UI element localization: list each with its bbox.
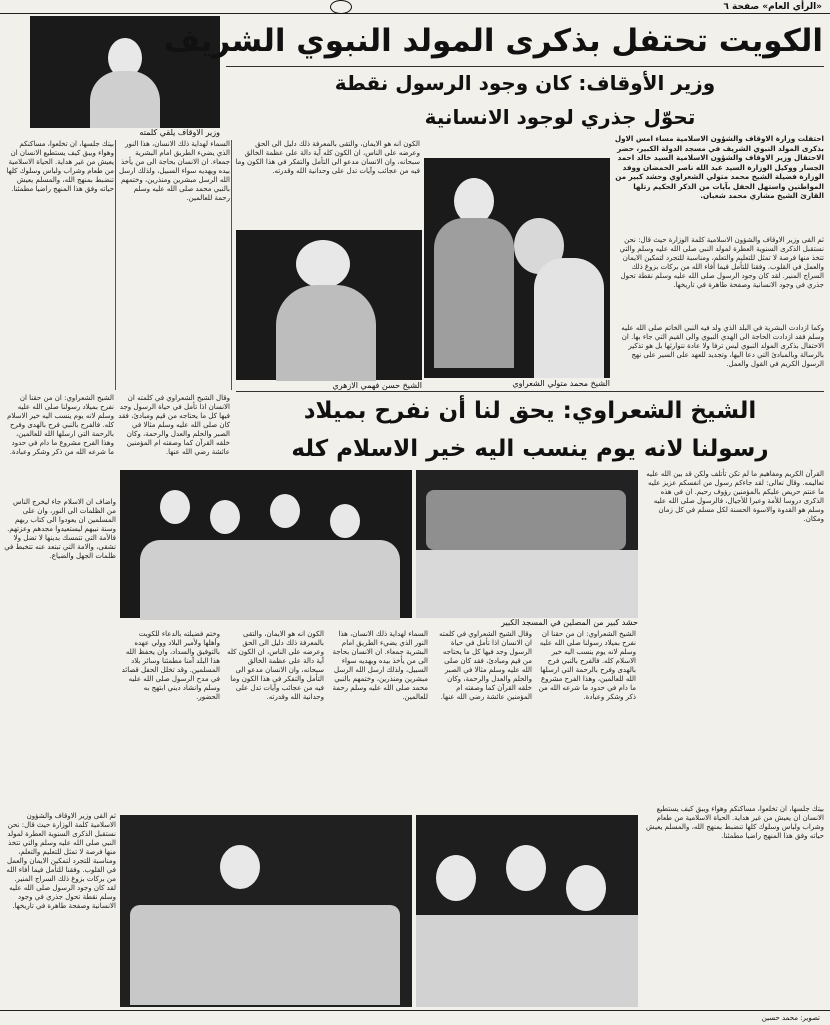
article-column-14 <box>536 630 636 810</box>
shaarawi-photo <box>424 158 610 378</box>
column-text: وقال الشيخ الشعراوي في كلمته ان الانسان اذا تأمل في حياة الرسول وجد فيها كل ما يحتاجه من قيم ومبادئ، فقد كان صلى الله عليه وسلم مثالا في الصبر والحلم والعدل والرحمة، وكان خلقه القرآن كما وصفته ام المؤمنين عائشة رضي الله عنها. <box>118 394 230 456</box>
crowd-photo-left <box>120 815 412 1007</box>
shaarawi-caption: الشيخ محمد متولي الشعراوي <box>424 379 610 390</box>
column-text: واضاف ان الاسلام جاء ليخرج الناس من الظلمات الى النور، وان على المسلمين ان يعودوا الى كتاب ربهم وسنة نبيهم ليستعيدوا مجدهم وعزتهم. فالأمة التي تتمسك بدينها لا تضل ولا تشقى، والامة التي تبتعد عنه تتخبط في ظلمات الجهل والضياع. <box>4 498 116 560</box>
mid-headline-1: الشيخ الشعراوي: يحق لنا أن نفرح بميلاد <box>303 398 757 424</box>
column-text: الكون انه هو الايمان، والتقى بالمعرفة ذلك دليل الى الحق وعرضه على الناس، ان الكون كله آية دالة على عظمة الخالق سبحانه، وان الانسان مدعو الى التأمل والتفكر في هذا الكون وما فيه من عجائب وآيات تدل على وحدانية الله وقدرته. <box>235 140 420 175</box>
column-divider <box>231 140 232 390</box>
column-text: وختم فضيلته بالدعاء للكويت وأهلها ولأمير البلاد وولي عهده بالتوفيق والسداد، وان يحفظ الله هذا البلد آمنا مطمئنا وسائر بلاد المسلمين. وقد تخلل الحفل قصائد في مدح الرسول صلى الله عليه وسلم وانشاد ديني ابتهج به الحضور. <box>121 630 220 701</box>
headline-rule <box>226 66 824 67</box>
article-column-9 <box>4 498 116 808</box>
article-column-4 <box>234 140 420 175</box>
subheadline-2: تحوّل جذري لوجود الانسانية <box>424 105 696 129</box>
sheikh-caption: الشيخ حسن فهمي الازهري <box>236 381 422 392</box>
article-column-12 <box>328 630 428 810</box>
subheadline-1: وزير الأوقاف: كان وجود الرسول نقطة <box>334 71 716 95</box>
article-column-16 <box>4 812 116 1007</box>
page-label: «الرأي العام» صفحة ٦ <box>723 2 822 12</box>
photo-credit: تصوير: محمد حسين <box>761 1014 820 1022</box>
ceremony-photo-right <box>416 470 638 618</box>
minister-caption: وزير الاوقاف يلقي كلمته <box>30 128 220 139</box>
column-text: القرآن الكريم ومفاهيم ما لم تكن تأتلف ولكن قد بين الله عليه تعاليمه. وقال تعالى: لقد جاءكم رسول من انفسكم عزيز عليه ما عنتم حريص عليكم بالمؤمنين رؤوف رحيم. ان في هذه الذكرى دروسا للأمة وعبرا للأجيال، فالرسول صلى الله عليه وسلم هو القدوة والاسوة الحسنة لكل مسلم في كل زمان ومكان. <box>646 470 824 523</box>
column-text: ثم القى وزير الاوقاف والشؤون الاسلامية كلمة الوزارة حيث قال: نحن نستقبل الذكرى السنوية العطرة لمولد النبي صلى الله عليه وسلم والتي تتخذ منها فرصة لا تمثل للتعليم والتعلم، ومناسبة للتجرد لتمكين الايمان والعمل في القلوب. وفقنا للتأمل فيما أفاء الله من بركات بزوغ ذلك السراج المنير. لقد كان وجود الرسول صلى الله عليه وسلم نقطة تحول جذري في وجود الانسانية وصفحة طاهرة في تاريخها. <box>6 812 116 910</box>
crowd-caption: حشد كبير من المصلين في المسجد الكبير <box>416 618 638 629</box>
column-text: بيتك جلسها، ان تخلعوا، مساكنكم وهواء ويبق كيف يستطيع الانسان ان يعيش من غير هداية. الحياة الاسلامية من طعام وشراب ولباس وسلوك كلها تنضبط بمنهج الله، والمسلم يعيش حياته وفق هذا المنهج راضيا مطمئنا. <box>6 140 114 193</box>
column-text: وقال الشيخ الشعراوي في كلمته ان الانسان اذا تأمل في حياة الرسول وجد فيها كل ما يحتاجه من قيم ومبادئ، فقد كان صلى الله عليه وسلم مثالا في الصبر والحلم والعدل والرحمة، وكان خلقه القرآن كما وصفته ام المؤمنين عائشة رضي الله عنها. <box>439 630 532 701</box>
article-column-15 <box>640 805 824 1005</box>
column-divider <box>115 140 116 390</box>
article-column-11 <box>224 630 324 810</box>
crowd-photo-right <box>416 815 638 1007</box>
mid-headline-2: رسولنا لانه يوم ينسب اليه خير الاسلام كله <box>291 436 769 462</box>
main-headline: الكويت تحتفل بذكرى المولد النبوي الشريف <box>163 23 823 59</box>
column-text: الشيخ الشعراوي: ان من حقنا ان نفرح بميلاد رسولنا صلى الله عليه وسلم لانه يوم ينسب اليه خير الاسلام كله. فالفرح بالنبي فرح بالهدى وفرح بالرحمة التي ارسلها الله للعالمين، وهذا الفرح مشروع ما دام في حدود ما شرعه الله من ذكر وشكر وعبادة. <box>7 394 114 456</box>
column-text: السماء لهداية ذلك الانسان، هذا النور الذي يضيء الطريق امام البشرية جمعاء. ان الانسان بحاجة الى من يأخذ بيده ويهديه سواء السبيل، ولذلك ارسل الله الرسل مبشرين ومنذرين، وختمهم بالنبي محمد صلى الله عليه وسلم رحمة للعالمين. <box>332 630 428 701</box>
column-text: السماء لهداية ذلك الانسان، هذا النور الذي يضيء الطريق امام البشرية جمعاء. ان الانسان بحاجة الى من يأخذ بيده ويهديه سواء السبيل، ولذلك ارسل الله الرسل مبشرين ومنذرين، وختمهم بالنبي محمد صلى الله عليه وسلم رحمة للعالمين. <box>119 140 230 202</box>
sheikh-photo <box>236 230 422 380</box>
intro-paragraph <box>612 134 824 234</box>
article-column-3 <box>118 140 230 390</box>
column-text: بيتك جلسها، ان تخلعوا، مساكنكم وهواء ويبق كيف يستطيع الانسان ان يعيش من غير هداية. الحياة الاسلامية من طعام وشراب ولباس وسلوك كلها تنضبط بمنهج الله، والمسلم يعيش حياته وفق هذا المنهج راضيا مطمئنا. <box>646 805 824 840</box>
page-header <box>0 0 830 14</box>
article-column-13 <box>432 630 532 810</box>
newspaper-logo-icon <box>330 0 352 14</box>
intro-text: احتفلت وزارة الاوقاف والشؤون الاسلامية مساء امس الاول بذكرى المولد النبوي الشريف في مسجد الدولة الكبير، حضر الاحتفال وزير الاوقاف والشؤون الاسلامية السيد خالد احمد الجسار ووكيل الوزارة السيد عبد الله ناصر الحمضان ووفد الوزارة فضيلة الشيخ محمد متولي الشعراوي وحشد كبير من المواطنين واستهل الحفل بآيات من الذكر الحكيم رتلها القارئ الشيخ مشاري محمد شعبان. <box>614 134 824 200</box>
article-column-1 <box>612 236 824 322</box>
column-text: وكما ازدادت البشرية في البلد الذي ولد فيه النبي الخاتم صلى الله عليه وسلم فقد ازدادت الحاجة الى الهدي النبوي والى القيم التي جاء بها. ان الاحتفال بذكرى المولد النبوي ليس ترفا ولا عادة نتوارثها بل هو تذكير بالرسالة وبالمبادئ التي دعا اليها، وتجديد للعهد على السير على نهج الرسول الكريم في القول والعمل. <box>621 324 824 368</box>
ceremony-photo-left <box>120 470 412 618</box>
column-text: ثم القى وزير الاوقاف والشؤون الاسلامية كلمة الوزارة حيث قال: نحن نستقبل الذكرى السنوية العطرة لمولد النبي صلى الله عليه وسلم والتي تتخذ منها فرصة لا تمثل للتعليم والتعلم، ومناسبة للتجرد لتمكين الايمان والعمل في القلوب. وفقنا للتأمل فيما أفاء الله من بركات بزوغ ذلك السراج المنير. لقد كان وجود الرسول صلى الله عليه وسلم نقطة تحول جذري في وجود الانسانية وصفحة طاهرة في تاريخها. <box>619 236 824 289</box>
article-column-10 <box>120 630 220 810</box>
article-column-8 <box>640 470 824 800</box>
page-footer <box>0 1010 830 1024</box>
mid-rule <box>236 391 824 392</box>
column-text: الشيخ الشعراوي: ان من حقنا ان نفرح بميلاد رسولنا صلى الله عليه وسلم لانه يوم ينسب اليه خير الاسلام كله. فالفرح بالنبي فرح بالهدى وفرح بالرحمة التي ارسلها الله للعالمين، وهذا الفرح مشروع ما دام في حدود ما شرعه الله من ذكر وشكر وعبادة. <box>538 630 636 701</box>
article-column-2 <box>4 140 114 390</box>
column-text: الكون انه هو الايمان، والتقى بالمعرفة ذلك دليل الى الحق وعرضه على الناس، ان الكون كله آية دالة على عظمة الخالق سبحانه، وان الانسان مدعو الى التأمل والتفكر في هذا الكون وما فيه من عجائب وآيات تدل على وحدانية الله وقدرته. <box>227 630 324 701</box>
article-column-6 <box>4 394 114 494</box>
